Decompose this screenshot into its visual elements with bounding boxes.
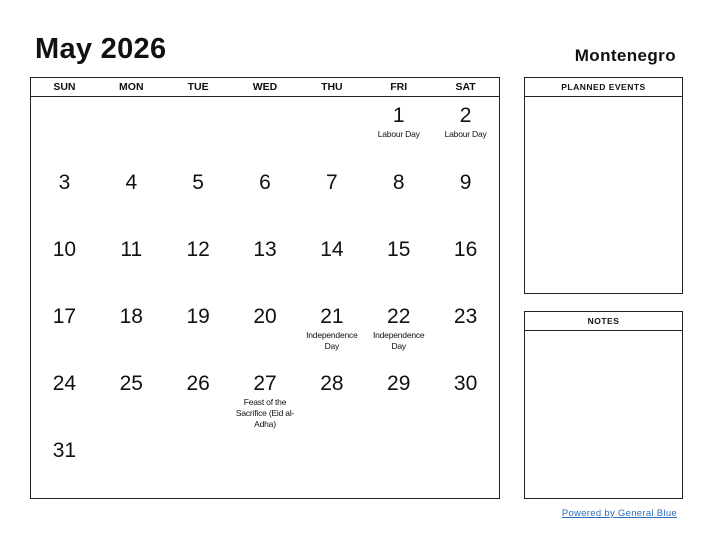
day-cell <box>298 365 365 432</box>
day-number: 18 <box>119 305 143 328</box>
day-cell <box>432 365 499 432</box>
day-number: 22 <box>387 305 411 328</box>
day-number: 16 <box>453 238 478 261</box>
day-cell <box>232 432 299 499</box>
day-number: 3 <box>58 171 71 194</box>
day-cell <box>98 97 165 164</box>
weekday-sun: SUN <box>53 81 76 93</box>
weekday-fri: FRI <box>390 81 408 93</box>
day-cell <box>432 231 499 298</box>
day-number: 27 <box>253 372 277 395</box>
day-number: 28 <box>320 372 344 395</box>
holiday-label: Labour Day <box>377 129 420 139</box>
calendar-body <box>31 97 499 498</box>
day-number: 7 <box>326 171 338 194</box>
day-number: 29 <box>387 372 411 395</box>
holiday-label: Independence Day <box>306 330 358 351</box>
notes-header: NOTES <box>525 312 682 331</box>
day-cell <box>31 164 98 231</box>
weekday-header <box>31 78 499 97</box>
day-number: 14 <box>320 238 344 261</box>
weekday-thu: THU <box>321 81 343 93</box>
day-cell <box>365 432 432 499</box>
day-number: 21 <box>320 305 344 328</box>
day-cell <box>165 164 232 231</box>
holiday-label: Labour Day <box>444 129 487 139</box>
day-cell <box>165 365 232 432</box>
day-number: 24 <box>52 372 77 395</box>
day-number: 12 <box>186 238 210 261</box>
day-cell <box>232 231 299 298</box>
day-cell <box>98 432 165 499</box>
day-number: 31 <box>52 439 77 462</box>
day-cell <box>365 298 432 365</box>
country-name: Montenegro <box>574 46 676 65</box>
day-cell <box>165 298 232 365</box>
day-cell <box>165 432 232 499</box>
calendar-week <box>31 231 499 298</box>
day-cell <box>432 164 499 231</box>
day-number: 26 <box>186 372 210 395</box>
weekday-tue: TUE <box>187 81 209 93</box>
day-number: 13 <box>253 238 277 261</box>
day-number: 9 <box>459 171 472 194</box>
day-number: 1 <box>392 104 405 127</box>
day-cell <box>165 97 232 164</box>
powered-by-link[interactable]: Powered by General Blue <box>561 508 677 519</box>
calendar-grid <box>30 77 500 499</box>
day-number: 20 <box>253 305 277 328</box>
day-cell <box>298 432 365 499</box>
page-title: May 2026 <box>35 33 167 65</box>
planned-events-panel <box>524 77 683 294</box>
notes-panel <box>524 311 683 499</box>
day-cell <box>165 231 232 298</box>
day-cell <box>365 231 432 298</box>
holiday-label: Feast of the Sacrifice (Eid al-Adha) <box>235 397 295 429</box>
day-number: 8 <box>392 171 405 194</box>
day-cell <box>232 298 299 365</box>
day-number: 11 <box>120 238 143 261</box>
day-cell <box>365 97 432 164</box>
day-cell <box>31 365 98 432</box>
calendar-week <box>31 97 499 164</box>
day-cell <box>98 298 165 365</box>
day-cell <box>31 97 98 164</box>
day-cell <box>432 97 499 164</box>
day-cell <box>98 365 165 432</box>
day-number: 25 <box>119 372 143 395</box>
day-number: 15 <box>387 238 411 261</box>
day-number: 30 <box>453 372 478 395</box>
holiday-label: Independence Day <box>372 330 425 351</box>
day-cell <box>31 298 98 365</box>
day-cell <box>298 298 365 365</box>
day-number: 10 <box>52 238 77 261</box>
day-cell <box>232 97 299 164</box>
day-cell <box>432 298 499 365</box>
day-cell <box>365 164 432 231</box>
day-cell <box>98 231 165 298</box>
day-number: 19 <box>186 305 210 328</box>
day-cell <box>232 365 299 432</box>
weekday-mon: MON <box>119 81 144 93</box>
day-cell <box>365 365 432 432</box>
day-number: 6 <box>259 171 271 194</box>
calendar-week <box>31 298 499 365</box>
day-cell <box>298 164 365 231</box>
calendar-week <box>31 164 499 231</box>
day-cell <box>31 432 98 499</box>
day-cell <box>98 164 165 231</box>
day-number: 5 <box>192 171 204 194</box>
day-number: 2 <box>459 104 472 127</box>
day-cell <box>298 231 365 298</box>
day-number: 17 <box>52 305 77 328</box>
day-cell <box>432 432 499 499</box>
weekday-wed: WED <box>252 81 278 93</box>
calendar-week <box>31 432 499 499</box>
day-cell <box>298 97 365 164</box>
planned-events-header: PLANNED EVENTS <box>525 78 682 97</box>
day-number: 4 <box>125 171 138 194</box>
calendar-week <box>31 365 499 432</box>
day-cell <box>232 164 299 231</box>
weekday-sat: SAT <box>455 81 476 93</box>
day-cell <box>31 231 98 298</box>
day-number: 23 <box>453 305 478 328</box>
